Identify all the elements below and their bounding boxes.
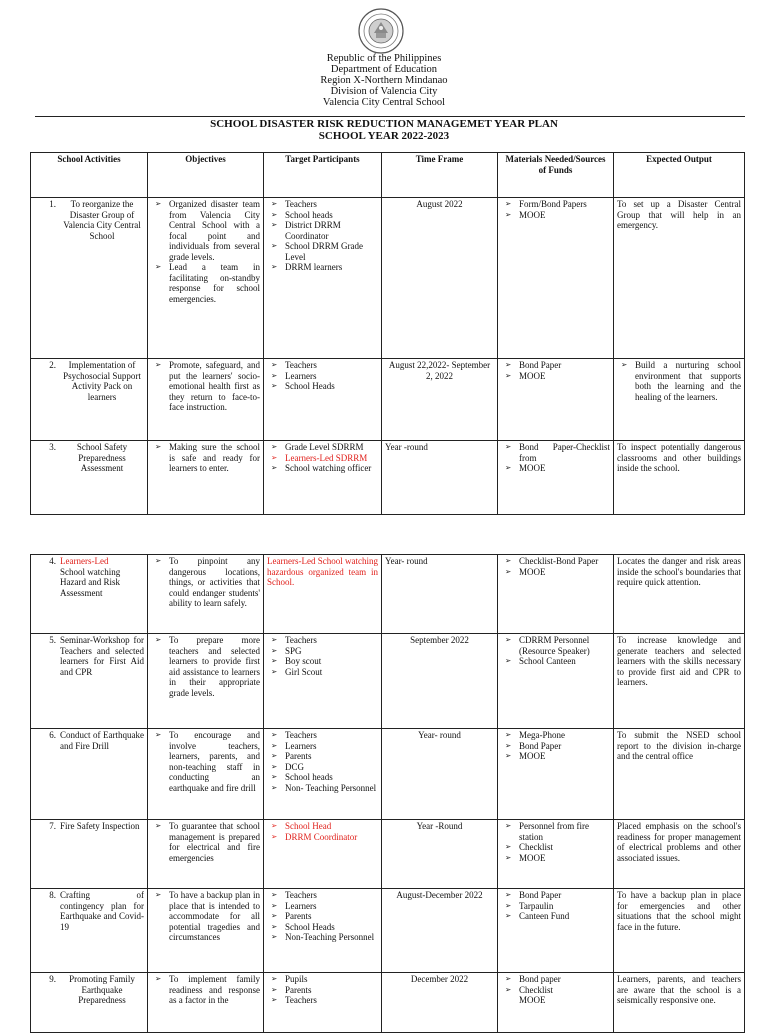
objectives-cell — [148, 634, 264, 729]
table-row — [31, 889, 745, 973]
expected-output-cell: Locates the danger and risk areas inside the school's boundaries that require quick attention. — [614, 555, 745, 634]
material-item: ➢ Tarpaulin — [501, 901, 610, 912]
participant-item: ➢ Teachers — [267, 360, 378, 371]
participant-item: ➢ Learners — [267, 901, 378, 912]
table-row — [31, 729, 745, 820]
participants-cell — [264, 634, 382, 729]
participant-item: ➢ Learners — [267, 371, 378, 382]
material-item: ➢ Bond Paper — [501, 890, 610, 901]
participant-item: ➢ DRRM learners — [267, 262, 378, 273]
material-item: ➢ Bond Paper — [501, 741, 610, 752]
participant-item: ➢ School watching officer — [267, 463, 378, 474]
participant-item: ➢ Non- Teaching Personnel — [267, 783, 378, 794]
document-header — [0, 53, 768, 108]
table-header-row — [31, 153, 745, 198]
materials-cell — [498, 359, 614, 441]
material-item: ➢ MOOE — [501, 853, 610, 864]
time-frame-cell: August 22,2022- September 2, 2022 — [382, 359, 498, 441]
participant-item-highlighted: ➢ School Head — [267, 821, 378, 832]
materials-cell — [498, 729, 614, 820]
materials-cell — [498, 198, 614, 359]
objectives-cell — [148, 729, 264, 820]
materials-cell — [498, 555, 614, 634]
time-frame-cell: August-December 2022 — [382, 889, 498, 973]
objective-item: ➢ Promote, safeguard, and put the learners' socio-emotional health first as they return to face-to-face instruction. — [151, 360, 260, 413]
column-header: School Activities — [31, 153, 148, 198]
participant-item: ➢ SPG — [267, 646, 378, 657]
expected-output-cell: To inspect potentially dangerous classrooms and other buildings inside the school. — [614, 441, 745, 515]
participant-item: ➢ Parents — [267, 985, 378, 996]
title-line-2: SCHOOL YEAR 2022-2023 — [318, 130, 450, 142]
material-item: ➢ MOOE — [501, 567, 610, 578]
objective-item: ➢ To encourage and involve teachers, learners, parents, and non-teaching staff in conducting an earthquake and fire drill — [151, 730, 260, 793]
expected-output-cell: To set up a Disaster Central Group that will help in an emergency. — [614, 198, 745, 359]
material-item: ➢ Checklist — [501, 985, 610, 996]
materials-cell — [498, 634, 614, 729]
activity-text: Crafting of contingency plan for Earthquake and Covid-19 — [60, 890, 144, 932]
objectives-cell — [148, 889, 264, 973]
header-line: Division of Valencia City — [330, 86, 438, 97]
participants-cell — [264, 889, 382, 973]
time-frame-cell: September 2022 — [382, 634, 498, 729]
participant-item-highlighted: ➢ DRRM Coordinator — [267, 832, 378, 843]
material-item-continued: MOOE — [519, 995, 546, 1005]
row-number: 6. — [49, 730, 56, 740]
activity-text: School watching Hazard and Risk Assessment — [60, 566, 121, 598]
activity-highlight: Learners-Led — [60, 556, 109, 566]
objective-item: ➢ To guarantee that school management is prepared for electrical and fire emergencies — [151, 821, 260, 863]
material-item: ➢ Mega-Phone — [501, 730, 610, 741]
plan-table-part-1 — [30, 152, 745, 515]
activity-cell — [31, 820, 148, 889]
expected-output-cell: To increase knowledge and generate teachers and selected learners with the skills necessary to provide first aid and CPR to learners. — [614, 634, 745, 729]
material-item: ➢ Bond paper — [501, 974, 610, 985]
participant-item: ➢ Teachers — [267, 995, 378, 1006]
activity-text: To reorganize the Disaster Group of Valencia City Central School — [63, 199, 141, 241]
participant-item: ➢ School Heads — [267, 381, 378, 392]
row-number: 5. — [49, 635, 56, 645]
table-row — [31, 555, 745, 634]
participant-item: ➢ School Heads — [267, 922, 378, 933]
objective-item: ➢ To pinpoint any dangerous locations, things, or activities that could endanger students' ability to learn safely. — [151, 556, 260, 609]
expected-output-cell: To have a backup plan in place for emergencies and other situations that the school might face in the future. — [614, 889, 745, 973]
objectives-cell — [148, 198, 264, 359]
participant-item: ➢ Grade Level SDRRM — [267, 442, 378, 453]
column-header: Objectives — [148, 153, 264, 198]
objective-item: ➢ Making sure the school is safe and ready for learners to enter. — [151, 442, 260, 474]
row-number: 9. — [49, 974, 56, 984]
objectives-cell — [148, 441, 264, 515]
participant-item: ➢ School heads — [267, 210, 378, 221]
expected-output-cell: Learners, parents, and teachers are aware that the school is a seismically responsive one. — [614, 973, 745, 1033]
participant-item: ➢ Teachers — [267, 890, 378, 901]
deped-seal-icon — [358, 8, 404, 54]
participants-cell — [264, 729, 382, 820]
time-frame-cell: Year -Round — [382, 820, 498, 889]
participant-item: ➢ Parents — [267, 751, 378, 762]
materials-cell — [498, 820, 614, 889]
time-frame-cell: Year- round — [382, 729, 498, 820]
activity-text: Promoting Family Earthquake Preparedness — [69, 974, 135, 1005]
time-frame-cell: Year- round — [382, 555, 498, 634]
table-row — [31, 359, 745, 441]
expected-output-cell: Placed emphasis on the school's readiness for proper management of electrical problems and other associated issues. — [614, 820, 745, 889]
header-line: Republic of the Philippines — [326, 53, 442, 64]
objective-item: ➢ To implement family readiness and response as a factor in the — [151, 974, 260, 1006]
participants-cell — [264, 441, 382, 515]
header-divider — [35, 116, 745, 117]
material-item: ➢ Form/Bond Papers — [501, 199, 610, 210]
participant-item: ➢ Non-Teaching Personnel — [267, 932, 378, 943]
material-item: ➢ Checklist-Bond Paper — [501, 556, 610, 567]
material-item: ➢ MOOE — [501, 210, 610, 221]
participant-item: ➢ Teachers — [267, 199, 378, 210]
activity-cell — [31, 729, 148, 820]
participant-item: ➢ Girl Scout — [267, 667, 378, 678]
row-number: 3. — [49, 442, 56, 452]
material-item: ➢ Canteen Fund — [501, 911, 610, 922]
header-line: Department of Education — [330, 64, 438, 75]
material-item: ➢ Bond Paper-Checklist from — [501, 442, 610, 463]
participants-cell — [264, 359, 382, 441]
column-header: Time Frame — [382, 153, 498, 198]
participant-item: ➢ Pupils — [267, 974, 378, 985]
table-row — [31, 441, 745, 515]
objectives-cell — [148, 555, 264, 634]
participants-cell — [264, 198, 382, 359]
activity-text: Seminar-Workshop for Teachers and selected learners for First Aid and CPR — [60, 635, 144, 677]
material-item: ➢ Bond Paper — [501, 360, 610, 371]
document-title — [0, 118, 768, 142]
objectives-cell — [148, 820, 264, 889]
time-frame-cell: August 2022 — [382, 198, 498, 359]
expected-output-cell: To submit the NSED school report to the division in-charge and the central office — [614, 729, 745, 820]
material-item: ➢ MOOE — [501, 751, 610, 762]
participant-item: ➢ School heads — [267, 772, 378, 783]
material-item: ➢ MOOE — [501, 371, 610, 382]
header-line: Valencia City Central School — [322, 97, 446, 108]
activity-cell — [31, 441, 148, 515]
row-number: 8. — [49, 890, 56, 900]
participant-item: ➢ Teachers — [267, 730, 378, 741]
participant-item: ➢ Parents — [267, 911, 378, 922]
objectives-cell — [148, 359, 264, 441]
material-item: ➢ Personnel from fire station — [501, 821, 610, 842]
activity-text: Implementation of Psychosocial Support Activity Pack on learners — [63, 360, 141, 402]
table-row — [31, 820, 745, 889]
participant-item: ➢ Boy scout — [267, 656, 378, 667]
materials-cell — [498, 889, 614, 973]
column-header: Materials Needed/Sources of Funds — [498, 153, 614, 198]
row-number: 7. — [49, 821, 56, 831]
participants-cell — [264, 820, 382, 889]
activity-cell — [31, 198, 148, 359]
material-item: ➢ MOOE — [501, 463, 610, 474]
material-item: ➢ Checklist — [501, 842, 610, 853]
table-row — [31, 198, 745, 359]
participant-item: ➢ Teachers — [267, 635, 378, 646]
column-header: Expected Output — [614, 153, 745, 198]
participant-item: ➢ DCG — [267, 762, 378, 773]
row-number: 2. — [49, 360, 56, 370]
activity-cell — [31, 634, 148, 729]
activity-text: School Safety Preparedness Assessment — [76, 442, 128, 473]
activity-cell — [31, 889, 148, 973]
material-item: ➢ CDRRM Personnel (Resource Speaker) — [501, 635, 610, 656]
participant-item-highlighted: ➢ Learners-Led SDRRM — [267, 453, 378, 464]
activity-text: Fire Safety Inspection — [60, 821, 140, 831]
objective-item: ➢ Lead a team in facilitating on-standby response for school emergencies. — [151, 262, 260, 304]
time-frame-cell: December 2022 — [382, 973, 498, 1033]
row-number: 4. — [49, 556, 56, 566]
participant-item: ➢ Learners — [267, 741, 378, 752]
column-header: Target Participants — [264, 153, 382, 198]
activity-cell — [31, 359, 148, 441]
material-item: ➢ School Canteen — [501, 656, 610, 667]
table-row — [31, 634, 745, 729]
objective-item: ➢ Organized disaster team from Valencia City Central School with a focal point and individuals from several grade levels. — [151, 199, 260, 262]
title-line-1: SCHOOL DISASTER RISK REDUCTION MANAGEMET YEAR PLAN — [210, 118, 558, 130]
objective-item: ➢ To have a backup plan in place that is intended to accommodate for all potential tragedies and circumstances — [151, 890, 260, 943]
participants-cell-highlighted: Learners-Led School watching hazardous organized team in School. — [264, 555, 382, 634]
expected-output-cell — [614, 359, 745, 441]
row-number: 1. — [49, 199, 56, 209]
time-frame-cell: Year -round — [382, 441, 498, 515]
participant-item: ➢ School DRRM Grade Level — [267, 241, 378, 262]
header-line: Region X-Northern Mindanao — [320, 75, 448, 86]
objective-item: ➢ To prepare more teachers and selected learners to provide first aid assistance to learners in their appropriate grade levels. — [151, 635, 260, 698]
activity-cell — [31, 555, 148, 634]
activity-text: Conduct of Earthquake and Fire Drill — [60, 730, 144, 751]
output-item: ➢ Build a nurturing school environment that supports both the learning and the healing of the learners. — [617, 360, 741, 402]
materials-cell — [498, 441, 614, 515]
participant-item: ➢ District DRRM Coordinator — [267, 220, 378, 241]
plan-table-part-2 — [30, 554, 745, 1033]
